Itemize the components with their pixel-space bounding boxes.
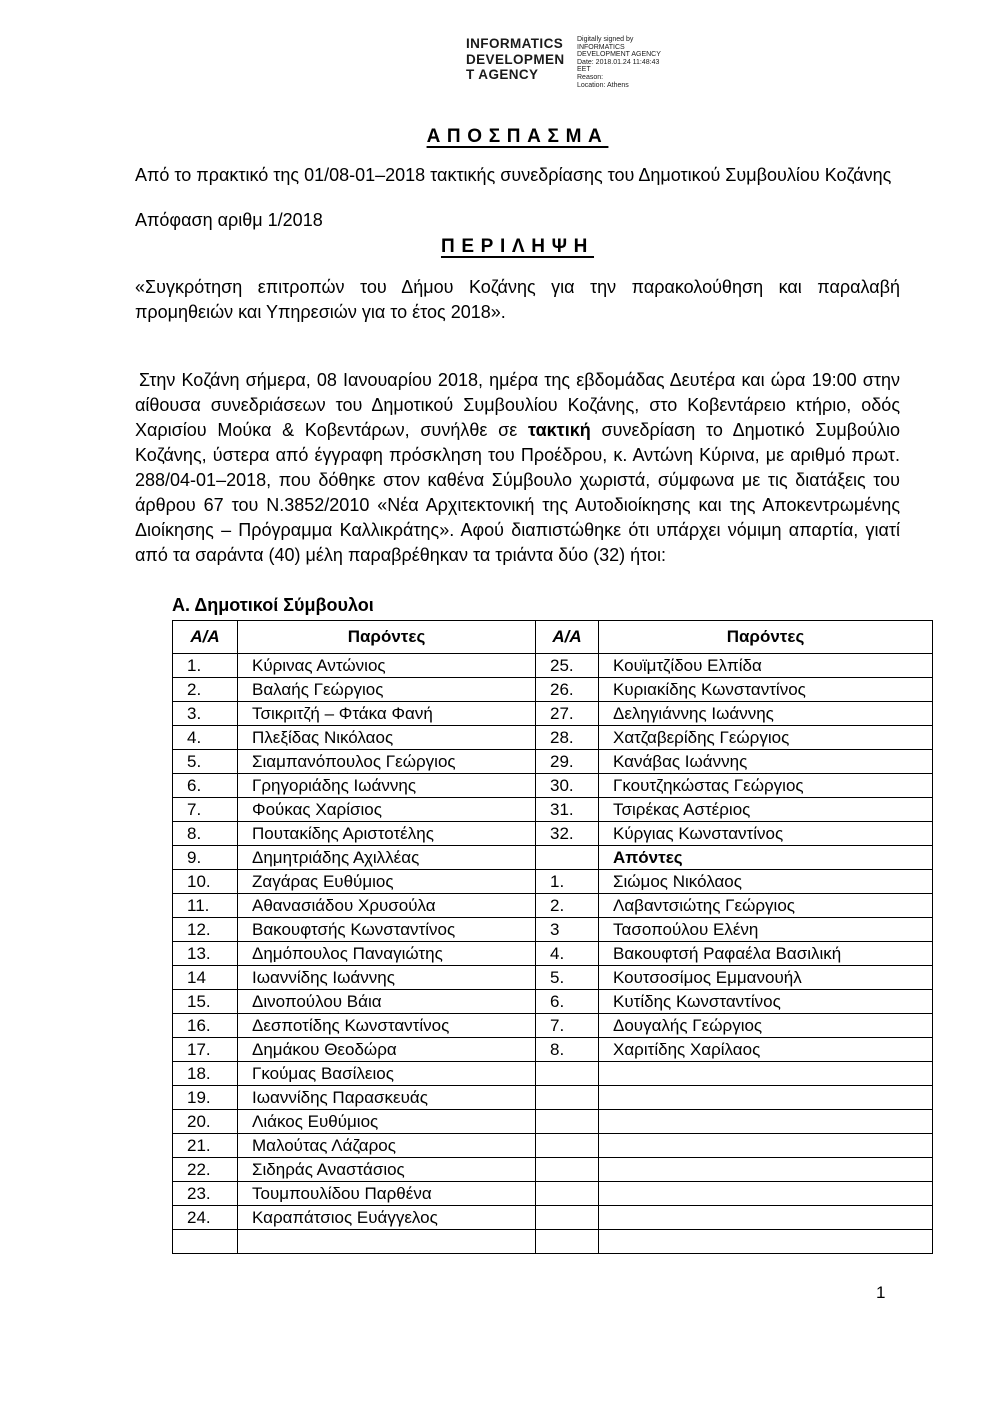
member-number-cell: 9. [173,846,238,870]
member-name-cell [599,1086,933,1110]
member-number-cell: 15. [173,990,238,1014]
member-name-cell [599,1134,933,1158]
member-number-cell [536,1110,599,1134]
signature-agency-line: DEVELOPMEN [466,51,565,67]
member-number-cell [536,1134,599,1158]
table-row [173,726,933,750]
table-row [173,918,933,942]
member-name-cell: Γκουτζηκώστας Γεώργιος [599,774,933,798]
signature-agency-line: INFORMATICS [466,36,564,51]
member-name-cell: Πουτακίδης Αριστοτέλης [238,822,536,846]
member-name-cell [599,1206,933,1230]
main-paragraph-text: συνεδρίαση το Δημοτικό Συμβούλιο Κοζάνης, ύστερα από έγγραφη πρόσκληση του Προέδρου, κ. Αντώνη Κύρινα, με αριθμό πρωτ. 288/04-01–2018, που δόθηκε στον καθένα Σύμβουλο χωριστά, σύμφωνα με τις διατάξεις του άρθρου 67 του Ν.3852/2010 «Νέα Αρχιτεκτονική της Αυτοδιοίκησης και της Αποκεντρωμένης Διοίκησης – Πρόγραμμα Καλλικράτης». Αφού διαπιστώθηκε ότι υπάρχει νόμιμη απαρτία, γιατί από τα σαράντα (40) μέλη παραβρέθηκαν τα τριάντα δύο (32) ήτοι: [135,420,900,565]
member-number-cell: 31. [536,798,599,822]
header-aa-left: Α/Α [173,621,238,654]
member-name-cell: Χαριτίδης Χαρίλαος [599,1038,933,1062]
member-name-cell: Τασοπούλου Ελένη [599,918,933,942]
member-number-cell: 3 [536,918,599,942]
header-aa-right: Α/Α [536,621,599,654]
member-name-cell: Πλεξίδας Νικόλαος [238,726,536,750]
member-name-cell: Δεληγιάννης Ιωάννης [599,702,933,726]
member-number-cell: 11. [173,894,238,918]
member-name-cell: Κανάβας Ιωάννης [599,750,933,774]
table-row [173,1062,933,1086]
signature-agency-line: T AGENCY [466,67,539,82]
member-number-cell: 14 [173,966,238,990]
table-header-row [173,621,933,654]
member-number-cell: 26. [536,678,599,702]
table-row [173,990,933,1014]
signature-detail-line: Digitally signed by [577,36,634,43]
signature-detail-line: Reason: [577,73,604,81]
table-row [173,966,933,990]
member-name-cell: Κύρινας Αντώνιος [238,654,536,678]
table-row [173,654,933,678]
member-number-cell: 4. [173,726,238,750]
table-row [173,1110,933,1134]
member-name-cell: Γκούμας Βασίλειος [238,1062,536,1086]
table-row [173,702,933,726]
member-name-cell: Σιώμος Νικόλαος [599,870,933,894]
table-row [173,1086,933,1110]
signature-details [577,36,677,89]
table-row [173,894,933,918]
member-name-cell: Φούκας Χαρίσιος [238,798,536,822]
signature-detail-line: EET [577,66,591,74]
member-number-cell: 12. [173,918,238,942]
member-number-cell: 8. [536,1038,599,1062]
member-number-cell: 18. [173,1062,238,1086]
member-name-cell: Δημάκου Θεοδώρα [238,1038,536,1062]
member-name-cell [599,1062,933,1086]
member-number-cell: 7. [173,798,238,822]
document-content [0,126,1000,1254]
signature-detail-line: Date: 2018.01.24 11:48:43 [577,58,660,66]
table-row [173,1038,933,1062]
member-number-cell: 2. [536,894,599,918]
table-row [173,1182,933,1206]
members-table [172,620,933,1254]
member-name-cell: Τσικριτζή – Φτάκα Φανή [238,702,536,726]
member-name-cell: Τσιρέκας Αστέριος [599,798,933,822]
member-name-cell: Γρηγοριάδης Ιωάννης [238,774,536,798]
member-name-cell [599,1110,933,1134]
member-number-cell: 7. [536,1014,599,1038]
member-number-cell: 8. [173,822,238,846]
table-row [173,1134,933,1158]
table-row [173,774,933,798]
member-name-cell: Δεσποτίδης Κωνσταντίνος [238,1014,536,1038]
intro-paragraph: Από το πρακτικό της 01/08-01–2018 τακτικής συνεδρίασης του Δημοτικού Συμβουλίου Κοζάνης [135,165,892,185]
document-title: ΑΠΟΣΠΑΣΜΑ [426,126,609,147]
table-row [173,870,933,894]
member-number-cell [536,1206,599,1230]
member-name-cell: Κυτίδης Κωνσταντίνος [599,990,933,1014]
member-number-cell: 21. [173,1134,238,1158]
member-name-cell: Καραπάτσιος Ευάγγελος [238,1206,536,1230]
member-name-cell: Χατζαβερίδης Γεώργιος [599,726,933,750]
page-number: 1 [876,1283,886,1302]
section-title: Α. Δημοτικοί Σύμβουλοι [172,595,374,615]
member-number-cell: 32. [536,822,599,846]
member-name-cell: Βακουφτσή Ραφαέλα Βασιλική [599,942,933,966]
member-number-cell [536,1230,599,1254]
member-number-cell: 25. [536,654,599,678]
table-row [173,678,933,702]
summary-paragraph: «Συγκρότηση επιτροπών του Δήμου Κοζάνης για την παρακολούθηση και παραλαβή προμηθειών και Υπηρεσιών για το έτος 2018». [135,277,900,322]
header-present-left: Παρόντες [238,621,536,654]
table-row [173,798,933,822]
member-name-cell: Μαλούτας Λάζαρος [238,1134,536,1158]
member-number-cell: 22. [173,1158,238,1182]
member-number-cell: 19. [173,1086,238,1110]
member-name-cell [599,1230,933,1254]
member-name-cell: Τουμπουλίδου Παρθένα [238,1182,536,1206]
member-name-cell: Δινοπούλου Βάια [238,990,536,1014]
member-name-cell: Βακουφτσής Κωνσταντίνος [238,918,536,942]
member-number-cell: 30. [536,774,599,798]
member-name-cell: Κουτσοσίμος Εμμανουήλ [599,966,933,990]
table-row [173,750,933,774]
member-number-cell [536,1158,599,1182]
member-name-cell [599,1182,933,1206]
table-row [173,822,933,846]
table-row [173,1206,933,1230]
summary-title: ΠΕΡΙΛΗΨΗ [440,236,595,257]
member-name-cell: Σιαμπανόπουλος Γεώργιος [238,750,536,774]
member-name-cell: Σιδηράς Αναστάσιος [238,1158,536,1182]
member-number-cell: 1. [173,654,238,678]
member-name-cell: Απόντες [599,846,933,870]
member-number-cell: 13. [173,942,238,966]
member-number-cell: 23. [173,1182,238,1206]
member-name-cell [238,1230,536,1254]
signature-detail-line: DEVELOPMENT AGENCY [577,51,661,59]
signature-detail-line: Location: Athens [577,81,629,89]
member-name-cell: Αθανασιάδου Χρυσούλα [238,894,536,918]
member-number-cell [536,1182,599,1206]
member-number-cell: 1. [536,870,599,894]
member-name-cell: Κύργιας Κωνσταντίνος [599,822,933,846]
member-name-cell: Δημητριάδης Αχιλλέας [238,846,536,870]
member-number-cell: 27. [536,702,599,726]
member-number-cell: 2. [173,678,238,702]
member-name-cell: Βαλαής Γεώργιος [238,678,536,702]
member-number-cell: 28. [536,726,599,750]
member-name-cell: Κυριακίδης Κωνσταντίνος [599,678,933,702]
digital-signature-block [466,36,677,89]
member-name-cell: Κουϊμτζίδου Ελπίδα [599,654,933,678]
table-row [173,1014,933,1038]
member-number-cell: 17. [173,1038,238,1062]
member-number-cell: 29. [536,750,599,774]
member-name-cell: Ιωαννίδης Ιωάννης [238,966,536,990]
member-number-cell: 6. [536,990,599,1014]
member-number-cell: 5. [536,966,599,990]
member-number-cell: 24. [173,1206,238,1230]
member-number-cell: 4. [536,942,599,966]
main-paragraph-bold-word: τακτική [528,420,591,440]
member-name-cell: Δουγαλής Γεώργιος [599,1014,933,1038]
table-row [173,942,933,966]
member-name-cell: Δημόπουλος Παναγιώτης [238,942,536,966]
signature-agency-name [466,36,568,83]
header-present-right: Παρόντες [599,621,933,654]
member-number-cell: 3. [173,702,238,726]
member-name-cell: Ζαγάρας Ευθύμιος [238,870,536,894]
member-number-cell: 20. [173,1110,238,1134]
member-number-cell: 5. [173,750,238,774]
member-name-cell: Λιάκος Ευθύμιος [238,1110,536,1134]
main-paragraph-text: Στην Κοζάνη σήμερα, 08 Ιανουαρίου 2018, ημέρα της εβδομάδας Δευτέρα και ώρα 19:00 στην αίθουσα συνεδριάσεων του Δημοτικού Συμβουλίου Κοζάνης, στο Κοβεντάρειο κτήριο, οδός Χαρισίου Μούκα & Κοβεντάρων, συνήλθε σε [135,370,900,440]
member-name-cell: Λαβαντσιώτης Γεώργιος [599,894,933,918]
member-number-cell [173,1230,238,1254]
decision-number: Απόφαση αριθμ 1/2018 [135,210,323,230]
member-name-cell [599,1158,933,1182]
member-number-cell [536,1062,599,1086]
member-number-cell [536,846,599,870]
member-number-cell: 6. [173,774,238,798]
table-row [173,1158,933,1182]
table-row [173,1230,933,1254]
signature-detail-line: INFORMATICS [577,43,625,51]
member-number-cell: 10. [173,870,238,894]
main-paragraph [135,368,900,568]
member-number-cell [536,1086,599,1110]
member-name-cell: Ιωαννίδης Παρασκευάς [238,1086,536,1110]
member-number-cell: 16. [173,1014,238,1038]
table-row [173,846,933,870]
